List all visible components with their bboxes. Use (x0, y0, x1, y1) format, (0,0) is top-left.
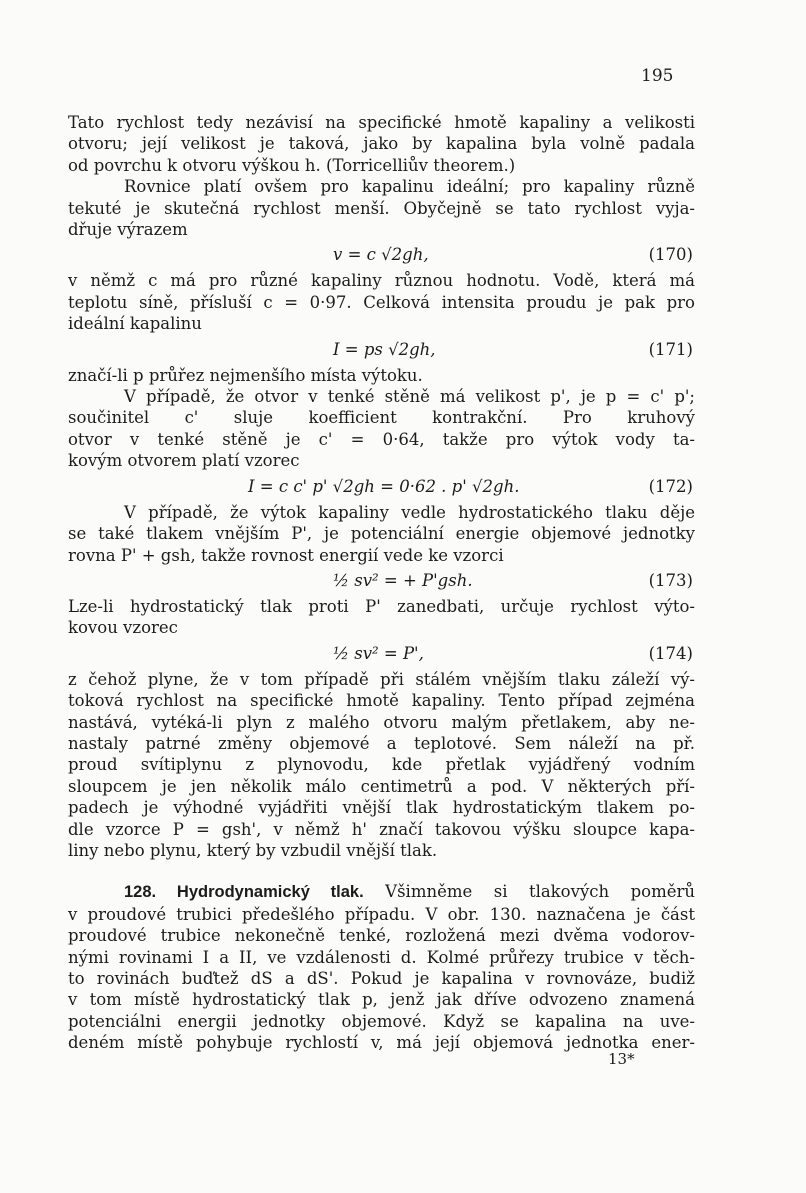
page-body (68, 112, 695, 1054)
text-line: toková rychlost na specifické hmotě kapaliny. Tento případ zejména (68, 691, 695, 711)
section-heading: 128. Hydrodynamický tlak. (124, 883, 364, 902)
equation-number: (170) (648, 245, 693, 265)
equation-170 (68, 240, 695, 270)
text-line: v proudové trubici předešlého případu. V obr. 130. naznačena je část (68, 904, 695, 924)
text-line: dle vzorce P = gsh', v němž h' značí takovou výšku sloupce kapa- (68, 819, 695, 839)
text-line: V případě, že výtok kapaliny vedle hydrostatického tlaku děje (124, 502, 695, 522)
equation-173 (68, 566, 695, 596)
text-line: v němž c má pro různé kapaliny různou hodnotu. Vodě, která má (68, 271, 695, 291)
equation-number: (174) (648, 643, 693, 663)
text-line: se také tlakem vnějším P', je potenciální energie objemové jednotky (68, 524, 695, 544)
text-line: od povrchu k otvoru výškou h. (Torricelliův theorem.) (68, 155, 516, 175)
text-line: V případě, že otvor v tenké stěně má velikost p', je p = c' p'; (124, 387, 695, 407)
section-first-line-rest: Všimněme si tlakových poměrů (385, 882, 696, 902)
equation-172 (68, 472, 695, 502)
text-line: otvor v tenké stěně je c' = 0·64, takže pro výtok vody ta- (68, 429, 695, 449)
equation-formula: ½ sv² = P', (333, 643, 424, 663)
text-line: kovým otvorem platí vzorec (68, 451, 300, 471)
text-line: Lze-li hydrostatický tlak proti P' zanedbati, určuje rychlost výto- (68, 596, 695, 616)
text-line: proudové trubice nekonečně tenké, rozložená mezi dvěma vodorov- (68, 926, 695, 946)
text-line: v tom místě hydrostatický tlak p, jenž jak dříve odvozeno znamená (68, 990, 695, 1010)
text-line: deném místě pohybuje rychlostí v, má její objemová jednotka ener- (68, 1033, 695, 1053)
equation-number: (172) (648, 476, 693, 496)
text-line: značí-li p průřez nejmenšího místa výtoku. (68, 365, 423, 385)
text-line: liny nebo plynu, který by vzbudil vnější tlak. (68, 840, 438, 860)
equation-formula: v = c √2gh, (333, 245, 429, 265)
equation-number: (171) (648, 339, 693, 359)
equation-number: (173) (648, 570, 693, 590)
text-line: kovou vzorec (68, 618, 178, 638)
text-line: teplotu síně, přísluší c = 0·97. Celková intensita proudu je pak pro (68, 292, 695, 312)
equation-formula: ½ sv² = + P'gsh. (333, 570, 473, 590)
equation-171 (68, 335, 695, 365)
text-line: součinitel c' sluje koefficient kontrakční. Pro kruhový (68, 408, 695, 428)
text-line: to rovinách buďtež dS a dS'. Pokud je kapalina v rovnováze, budiž (68, 969, 695, 988)
equation-174 (68, 639, 695, 669)
text-line: tekuté je skutečná rychlost menší. Obyčejně se tato rychlost vyja- (68, 198, 695, 218)
page-number: 195 (641, 66, 674, 86)
text-line: nastává, vytéká-li plyn z malého otvoru malým přetlakem, aby ne- (68, 712, 695, 732)
text-line: Tato rychlost tedy nezávisí na specifické hmotě kapaliny a velikosti (68, 113, 695, 132)
text-line: proud svítiplynu z plynovodu, kde přetlak vyjádřený vodním (68, 755, 695, 775)
text-line: padech je výhodné vyjádřiti vnější tlak hydrostatickým tlakem po- (68, 798, 695, 818)
text-line: nastaly patrné změny objemové a teplotové. Sem náleží na př. (68, 733, 695, 753)
printer-signature: 13* (608, 1050, 635, 1068)
equation-formula: I = c c' p' √2gh = 0·62 . p' √2gh. (248, 476, 520, 496)
text-line: sloupcem je jen několik málo centimetrů a pod. V některých pří- (68, 776, 695, 796)
section-first-line (68, 881, 695, 903)
text-line: Rovnice platí ovšem pro kapalinu ideální; pro kapaliny různě (124, 177, 695, 197)
text-line: z čehož plyne, že v tom případě při stálém vnějším tlaku záleží vý- (68, 669, 695, 689)
equation-formula: I = ps √2gh, (333, 339, 436, 359)
text-line: nými rovinami I a II, ve vzdálenosti d. Kolmé průřezy trubice v těch- (68, 947, 695, 967)
text-line: dřuje výrazem (68, 220, 188, 240)
text-line: rovna P' + gsh, takže rovnost energií vede ke vzorci (68, 545, 504, 565)
text-line: otvoru; její velikost je taková, jako by kapalina byla volně padala (68, 134, 695, 154)
text-line: ideální kapalinu (68, 314, 202, 334)
text-line: potenciálni energii jednotky objemové. Když se kapalina na uve- (68, 1011, 695, 1031)
